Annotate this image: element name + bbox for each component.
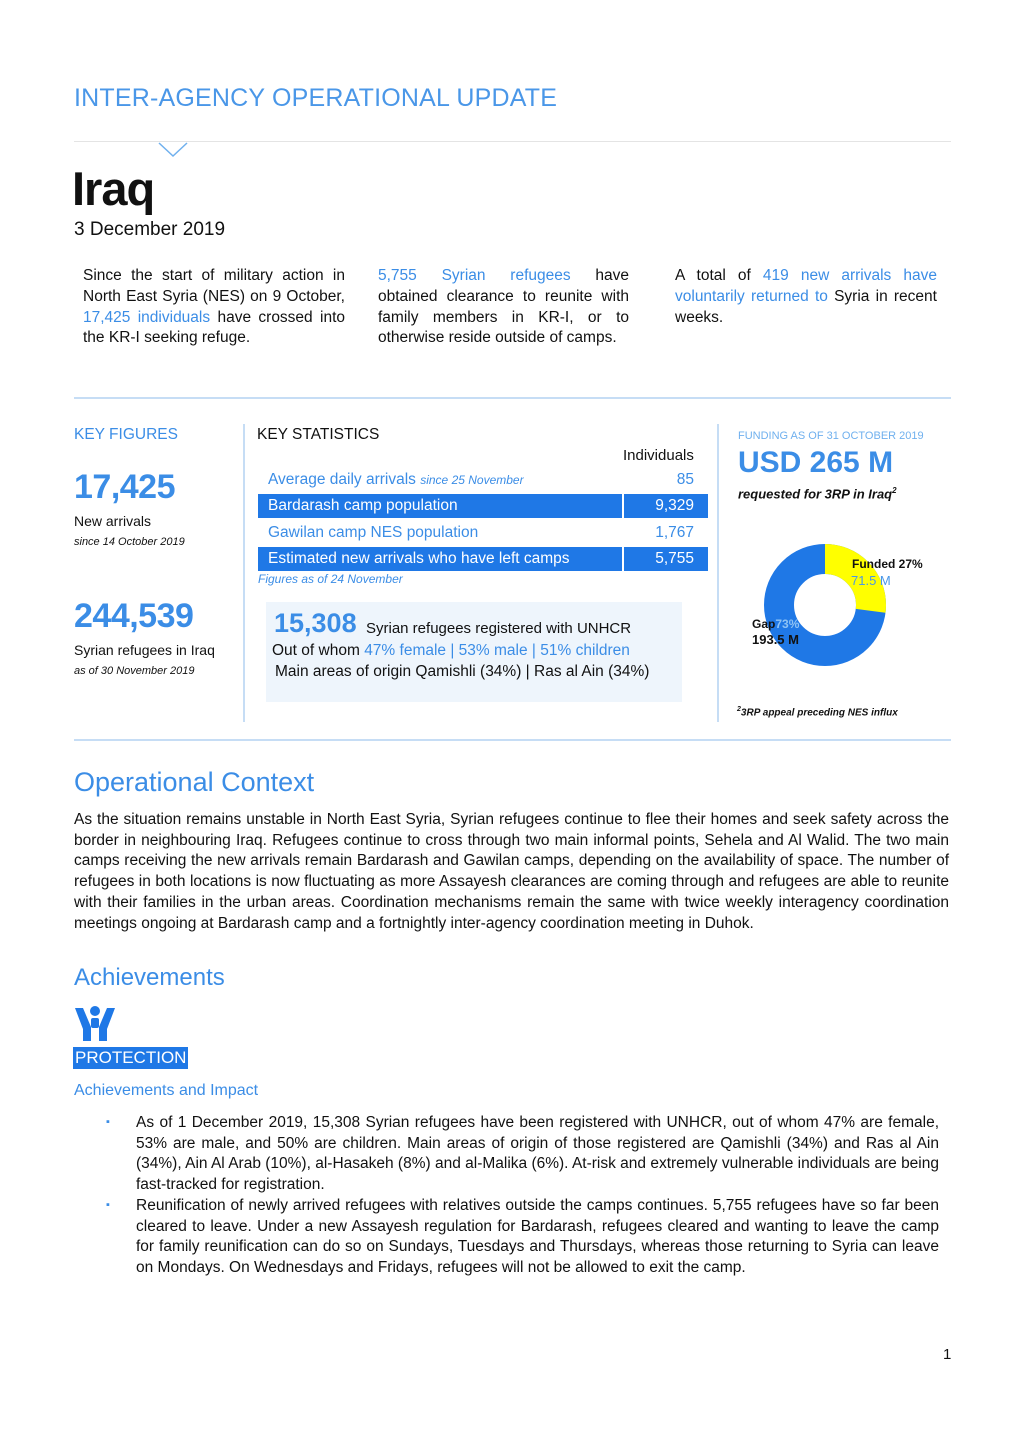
intro-text: Syria in recent weeks.	[675, 287, 937, 326]
statistics-row	[258, 494, 708, 518]
funding-heading: FUNDING AS OF 31 OCTOBER 2019	[738, 430, 924, 442]
statistics-row	[258, 468, 708, 492]
section-divider	[74, 397, 951, 399]
registered-number: 15,308	[274, 608, 357, 638]
statistics-row	[258, 521, 708, 545]
funded-amount: 71.5 M	[851, 573, 891, 588]
statistics-row-value: 9,329	[655, 497, 694, 514]
intro-text: Since the start of military action in North East Syria (NES) on 9 October,	[83, 267, 345, 305]
column-divider	[717, 424, 719, 722]
statistics-row-label: Estimated new arrivals who have left camps	[268, 550, 570, 567]
intro-text: A total of	[675, 267, 763, 284]
statistics-note: Figures as of 24 November	[258, 572, 403, 586]
sector-badge: PROTECTION	[75, 1048, 187, 1067]
funded-label: Funded 27%	[852, 557, 923, 571]
page-number: 1	[943, 1346, 952, 1363]
achievements-subheading: Achievements and Impact	[74, 1082, 259, 1099]
funding-requested-text: requested for 3RP in Iraq	[738, 486, 893, 502]
key-statistics-heading: KEY STATISTICS	[257, 426, 380, 443]
achievements-heading: Achievements	[74, 964, 225, 991]
bullet-marker: ▪	[106, 1116, 110, 1128]
report-date: 3 December 2019	[74, 219, 226, 240]
funding-amount: USD 265 M	[738, 446, 894, 479]
column-divider	[243, 424, 245, 722]
gap-label-text: Gap	[752, 617, 776, 631]
intro-column-1	[83, 266, 345, 349]
statistics-row-value: 1,767	[655, 524, 694, 541]
footnote-text: 3RP appeal preceding NES influx	[740, 707, 898, 719]
key-figures-heading: KEY FIGURES	[74, 426, 178, 443]
cell-separator	[622, 494, 624, 518]
statistics-label-note: since 25 November	[420, 473, 524, 487]
intro-highlight: 17,425 individuals	[83, 308, 211, 326]
document-series-title: INTER-AGENCY OPERATIONAL UPDATE	[74, 84, 558, 112]
cell-separator	[622, 547, 624, 571]
key-figure-label: New arrivals	[74, 513, 152, 529]
key-figure-value: 17,425	[74, 468, 175, 506]
intro-text: have crossed into the KR-I seeking refuge.	[83, 308, 346, 347]
statistics-row-label: Bardarash camp population	[268, 497, 458, 514]
registration-box	[266, 602, 682, 702]
registered-breakdown	[272, 642, 630, 660]
funding-footnote	[737, 706, 898, 718]
key-figure-date: as of 30 November 2019	[74, 665, 195, 677]
key-figure-value: 244,539	[74, 597, 194, 635]
list-item: As of 1 December 2019, 15,308 Syrian refugees have been registered with UNHCR, out of whom 47% are female, 53% are male, and 50% are children. Main areas of origin of those registered are Qamishli (34%) and Ras al Ain (34%), Ain Al Arab (10%), al-Hasakeh (8%) and al-Malika (6%). At-risk and extremely vulnerable individuals are being fast-tracked for registration.	[136, 1114, 939, 1194]
breakdown-prefix: Out of whom	[272, 642, 365, 659]
footnote-marker: 2	[892, 486, 897, 495]
statistics-row-label	[268, 471, 524, 489]
intro-column-2	[378, 266, 629, 349]
gap-percent: 73%	[775, 617, 800, 631]
funding-requested	[738, 486, 897, 501]
statistics-row-label: Gawilan camp NES population	[268, 524, 479, 541]
header-divider	[74, 141, 951, 142]
gap-label	[752, 617, 799, 631]
intro-highlight: 5,755 Syrian refugees	[378, 267, 571, 284]
intro-column-3	[675, 266, 937, 328]
key-figure-date: since 14 October 2019	[74, 536, 185, 548]
operational-context-body: As the situation remains unstable in North East Syria, Syrian refugees continue to flee their homes and seek safety across the border in neighbouring Iraq. Refugees continue to cross through two main informal points, Sehela and Al Walid. The two main camps receiving the new arrivals remain Bardarash and Gawilan camps, depending on the availability of space. The number of refugees in both locations is now fluctuating as more Assayesh clearances are coming through and refugees are able to reunite with their families in the urban areas. Coordination mechanisms remain the same with twice weekly interagency coordination meetings ongoing at Bardarash camp and a fortnightly inter-agency coordination meeting in Duhok.	[74, 811, 949, 932]
registered-origins: Main areas of origin Qamishli (34%) | Ras al Ain (34%)	[275, 663, 650, 680]
protection-family-icon	[74, 1005, 116, 1043]
list-item: Reunification of newly arrived refugees with relatives outside the camps continues. 5,755 refugees have so far been cleared to leave. Under a new Assayesh regulation for Bardarash, refugees cleared and wanting to leave the camp for family reunification can do so on Sundays, Tuesdays and Thursdays, whereas those returning to Syria can leave on Mondays. On Wednesdays and Fridays, refugees will not be allowed to exit the camp.	[136, 1197, 939, 1277]
section-divider	[74, 739, 951, 741]
statistics-label-text: Average daily arrivals	[268, 471, 416, 488]
statistics-row	[258, 547, 708, 571]
breakdown-values: 47% female | 53% male | 51% children	[364, 642, 630, 659]
registered-label: Syrian refugees registered with UNHCR	[366, 620, 632, 637]
statistics-column-header: Individuals	[623, 447, 694, 464]
statistics-row-value: 85	[676, 471, 694, 488]
intro-highlight: 419 new arrivals have voluntarily returned to	[675, 267, 937, 305]
operational-context-heading: Operational Context	[74, 767, 315, 797]
key-figure-label: Syrian refugees in Iraq	[74, 642, 215, 658]
chevron-down-icon	[158, 142, 188, 158]
footnote-marker: 2	[737, 706, 741, 713]
country-title: Iraq	[72, 162, 155, 215]
statistics-row-value: 5,755	[655, 550, 694, 567]
gap-amount: 193.5 M	[752, 632, 799, 647]
intro-text: have obtained clearance to reunite with family members in KR-I, or to otherwise reside outside of camps.	[378, 267, 630, 347]
bullet-marker: ▪	[106, 1199, 110, 1211]
